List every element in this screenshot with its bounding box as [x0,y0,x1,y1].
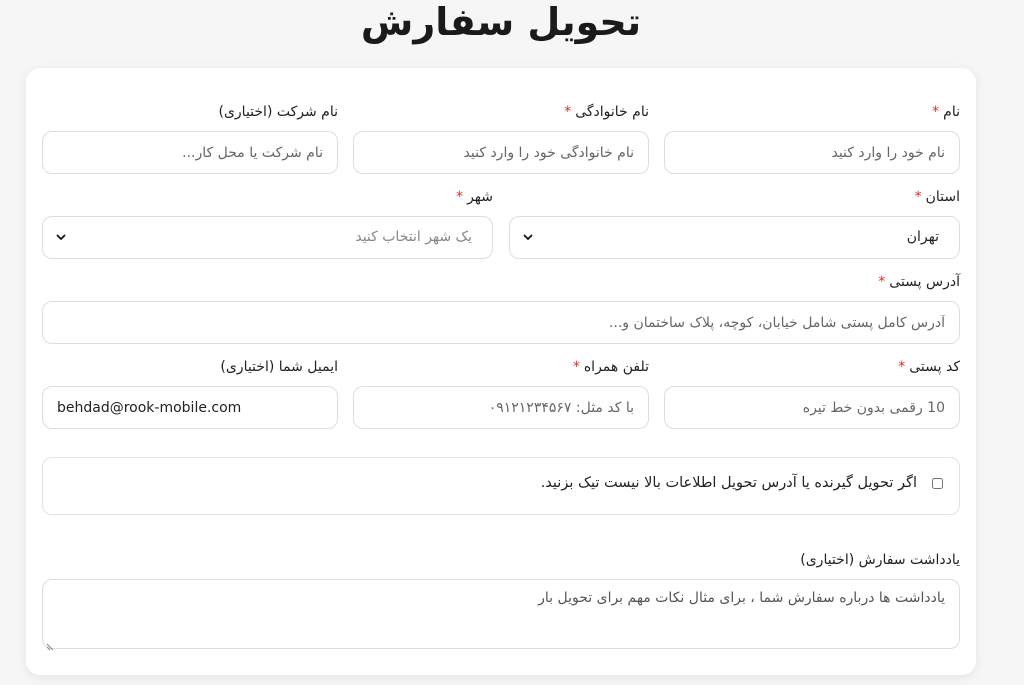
last-name-label: نام خانوادگی* [564,104,649,120]
page-title: تحویل سفارش [360,0,642,44]
notes-textarea[interactable] [42,579,960,649]
notes-label: یادداشت سفارش (اختیاری) [800,552,960,568]
chevron-down-icon [55,231,67,243]
required-mark: * [898,359,906,375]
required-mark: * [878,274,886,290]
resize-grip-icon[interactable] [46,643,54,651]
email-field [42,356,338,429]
notes-wrapper [42,571,960,653]
first-name-field [664,101,960,174]
phone-input[interactable] [353,386,649,429]
email-label: ایمیل شما (اختیاری) [220,359,338,375]
company-label: نام شرکت (اختیاری) [218,104,338,120]
city-label: شهر* [456,189,493,205]
required-mark: * [456,189,464,205]
city-field [42,186,493,259]
company-input[interactable] [42,131,338,174]
required-mark: * [932,104,940,120]
first-name-label: نام* [932,104,960,120]
required-mark: * [564,104,572,120]
company-field [42,101,338,174]
different-address-label[interactable]: اگر تحویل گیرنده یا آدرس تحویل اطلاعات بالا نیست تیک بزنید. [540,475,917,491]
postal-code-input[interactable] [664,386,960,429]
phone-field [353,356,649,429]
city-select[interactable] [42,216,493,259]
email-input[interactable] [42,386,338,429]
address-input[interactable] [42,301,960,344]
required-mark: * [572,359,580,375]
notes-field [42,549,960,653]
postal-code-label: کد پستی* [898,359,960,375]
province-select-value: تهران [906,229,939,245]
province-field [509,186,960,259]
different-address-box [42,457,960,515]
checkout-form-card [26,68,976,675]
address-field [42,271,960,344]
postal-code-field [664,356,960,429]
address-label: آدرس پستی* [878,274,960,290]
province-select[interactable] [509,216,960,259]
last-name-input[interactable] [353,131,649,174]
city-select-placeholder: یک شهر انتخاب کنید [355,229,472,245]
last-name-field [353,101,649,174]
province-label: استان* [914,189,960,205]
first-name-input[interactable] [664,131,960,174]
chevron-down-icon [522,231,534,243]
phone-label: تلفن همراه* [572,359,649,375]
different-address-checkbox[interactable] [932,478,943,489]
required-mark: * [914,189,922,205]
